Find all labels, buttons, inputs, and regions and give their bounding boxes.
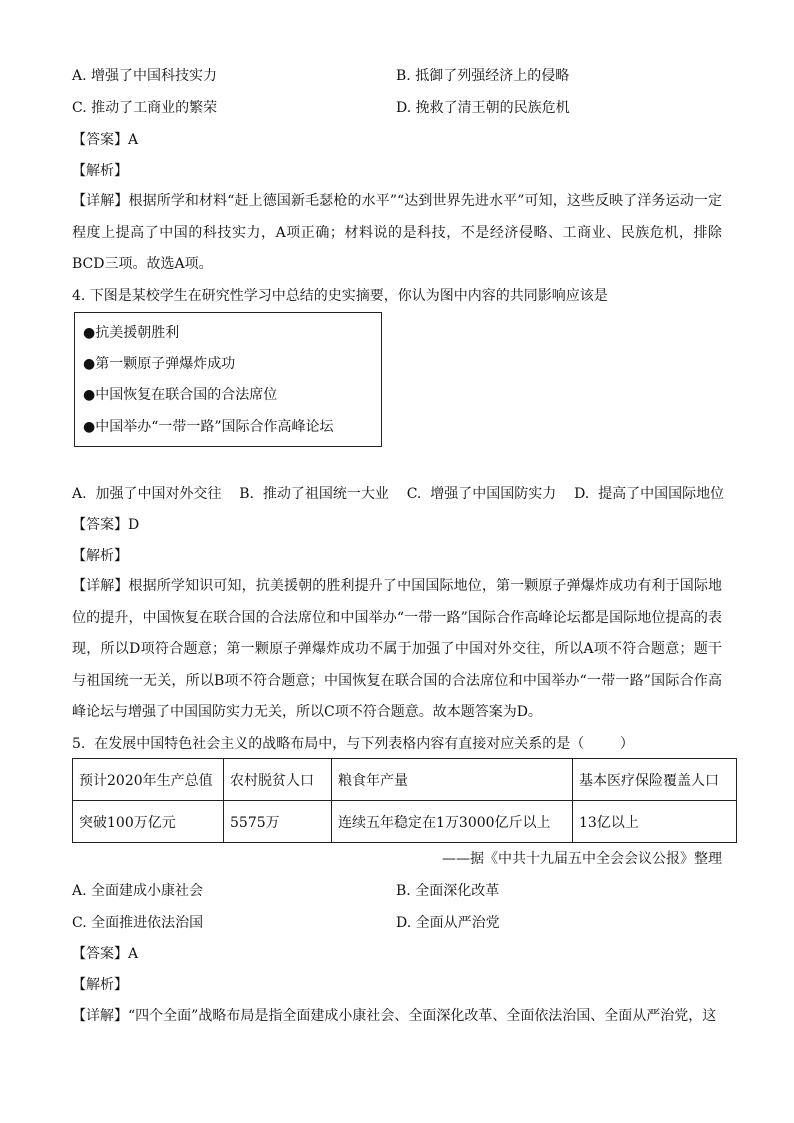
q3-option-b: B. 抵御了列强经济上的侵略: [396, 68, 570, 84]
q5-option-a: A. 全面建成小康社会: [72, 883, 204, 899]
q3-option-d: D. 挽救了清王朝的民族危机: [396, 100, 570, 116]
q4-analysis-label: 【解析】: [72, 548, 128, 564]
table-cell: 连续五年稳定在1万3000亿斤以上: [332, 801, 573, 843]
table-header-row: [73, 759, 737, 801]
q5-option-b: B. 全面深化改革: [396, 883, 500, 899]
q5-data-table: [72, 758, 737, 843]
q3-option-a: A. 增强了中国科技实力: [72, 68, 218, 84]
q4-box-item: ●中国恢复在联合国的合法席位: [83, 387, 278, 403]
q5-option-c: C. 全面推进依法治国: [72, 915, 204, 931]
q5-detail: 【详解】“四个全面”战略布局是指全面建成小康社会、全面深化改革、全面依法治国、全面从严治党，这: [72, 1008, 717, 1024]
q4-answer: 【答案】D: [72, 517, 140, 533]
q5-answer: 【答案】A: [72, 946, 139, 962]
table-header-cell: 农村脱贫人口: [224, 759, 332, 801]
q4-box-item: ●中国举办“一带一路”国际合作高峰论坛: [83, 419, 334, 435]
q4-summary-box: [74, 312, 382, 447]
table-cell: 5575万: [224, 801, 332, 843]
table-cell: 突破100万亿元: [73, 801, 224, 843]
q3-answer: 【答案】A: [72, 132, 139, 148]
table-header-cell: 粮食年产量: [332, 759, 573, 801]
q3-option-c: C. 推动了工商业的繁荣: [72, 100, 218, 116]
q5-stem: 5. 在发展中国特色社会主义的战略布局中，与下列表格内容有直接对应关系的是（ ）: [72, 736, 634, 752]
q4-detail: 【详解】根据所学知识可知，抗美援朝的胜利提升了中国国际地位，第一颗原子弹爆炸成功有利于国际地位的提升，中国恢复在联合国的合法席位和中国举办“一带一路”国际合作高峰论坛都是国际地位提高的表现，所以D项符合题意；第一颗原子弹爆炸成功不属于加强了中国对外交往，所以A项不符合题意；题干与祖国统一无关，所以B项不符合题意；中国恢复在联合国的合法席位和中国举办“一带一路”国际合作高峰论坛与增强了中国国防实力无关，所以C项不符合题意。故本题答案为D。: [72, 578, 722, 720]
q4-options: A. 加强了中国对外交往 B. 推动了祖国统一大业 C. 增强了中国国防实力 D. 提高了中国国际地位: [72, 486, 725, 502]
q4-box-item: ●抗美援朝胜利: [83, 325, 180, 341]
q4-stem: 4. 下图是某校学生在研究性学习中总结的史实摘要，你认为图中内容的共同影响应该是: [72, 288, 608, 304]
table-header-cell: 基本医疗保险覆盖人口: [573, 759, 737, 801]
q5-option-d: D. 全面从严治党: [396, 915, 500, 931]
q3-analysis-label: 【解析】: [72, 163, 128, 179]
q3-detail: 【详解】根据所学和材料“赶上德国新毛瑟枪的水平”“达到世界先进水平”可知，这些反映了洋务运动一定程度上提高了中国的科技实力，A项正确；材料说的是科技，不是经济侵略、工商业、民族危机，排除BCD三项。故选A项。: [72, 193, 722, 272]
q5-analysis-label: 【解析】: [72, 977, 128, 993]
q5-source-note: ——据《中共十九届五中全会会议公报》整理: [442, 851, 722, 867]
table-row: [73, 801, 737, 843]
table-cell: 13亿以上: [573, 801, 737, 843]
table-header-cell: 预计2020年生产总值: [73, 759, 224, 801]
q4-box-item: ●第一颗原子弹爆炸成功: [83, 356, 236, 372]
